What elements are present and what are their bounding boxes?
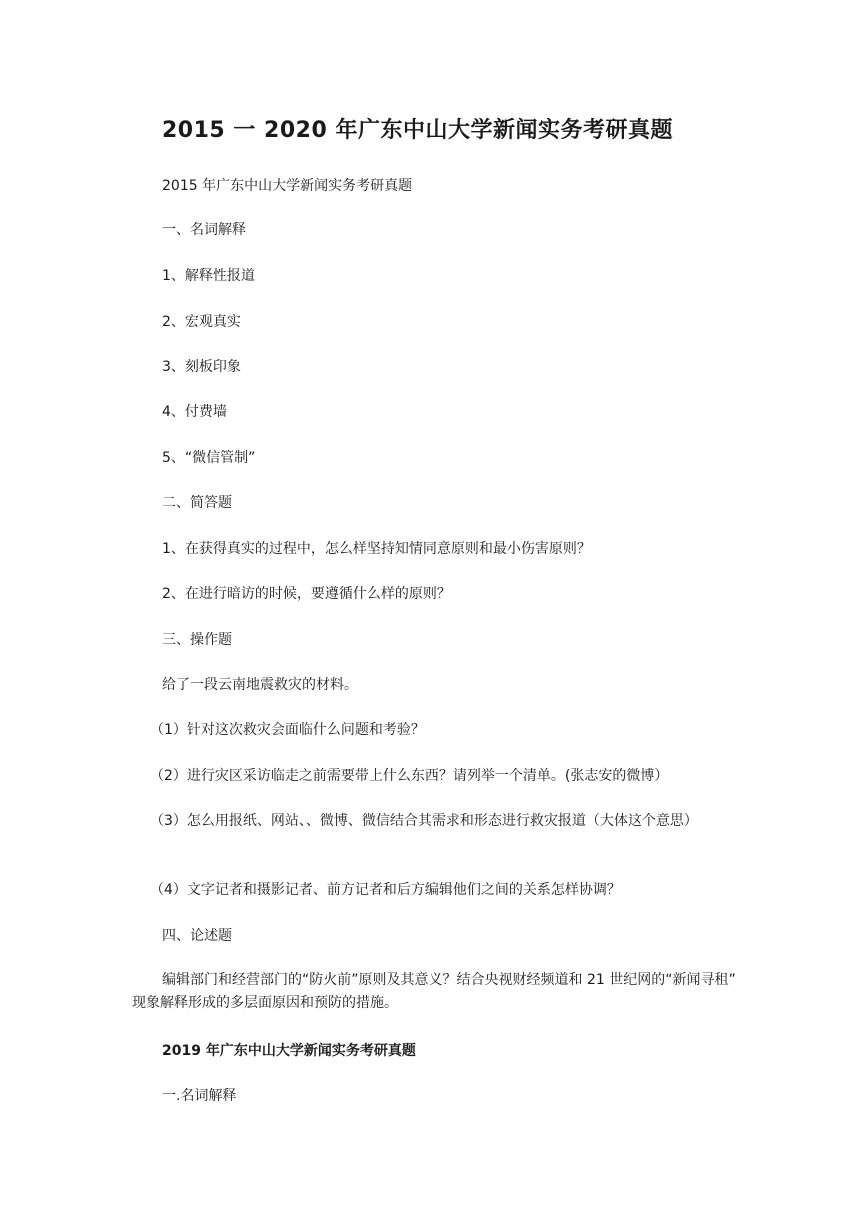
operation-question: （2）进行灾区采访临走之前需要带上什么东西？请列举一个清单。(张志安的微博） [150,768,669,784]
term-item: 3、刻板印象 [162,359,241,375]
document-title: 2015 一 2020 年广东中山大学新闻实务考研真题 [162,118,673,143]
term-item: 2、宏观真实 [162,314,241,330]
operation-intro: 给了一段云南地震救灾的材料。 [162,677,358,693]
section-heading-short-answer: 二、简答题 [162,495,232,511]
section-heading-operation: 三、操作题 [162,632,232,648]
term-item: 5、“微信管制” [162,450,256,466]
operation-question: （1）针对这次救灾会面临什么问题和考验？ [150,722,425,738]
operation-question: （3）怎么用报纸、网站、、微博、微信结合其需求和形态进行救灾报道（大体这个意思） [150,813,698,829]
term-item: 4、付费墙 [162,404,227,420]
section-heading-terms-2019: 一.名词解释 [162,1088,237,1104]
essay-question: 编辑部门和经营部门的“防火前”原则及其意义？结合央视财经频道和 21 世纪网的“新闻寻租” 现象解释形成的多层面原因和预防的措施。 [132,972,736,1011]
section-heading-essay: 四、论述题 [162,928,232,944]
section-heading-terms: 一、名词解释 [162,222,246,238]
subtitle-2019: 2019 年广东中山大学新闻实务考研真题 [162,1043,416,1059]
term-item: 1、解释性报道 [162,268,255,284]
operation-question: （4）文字记者和摄影记者、前方记者和后方编辑他们之间的关系怎样协调？ [150,882,621,898]
subtitle-2015: 2015 年广东中山大学新闻实务考研真题 [162,178,413,194]
short-answer-question: 2、在进行暗访的时候，要遵循什么样的原则？ [162,586,451,602]
short-answer-question: 1、在获得真实的过程中，怎么样坚持知情同意原则和最小伤害原则？ [162,541,591,557]
